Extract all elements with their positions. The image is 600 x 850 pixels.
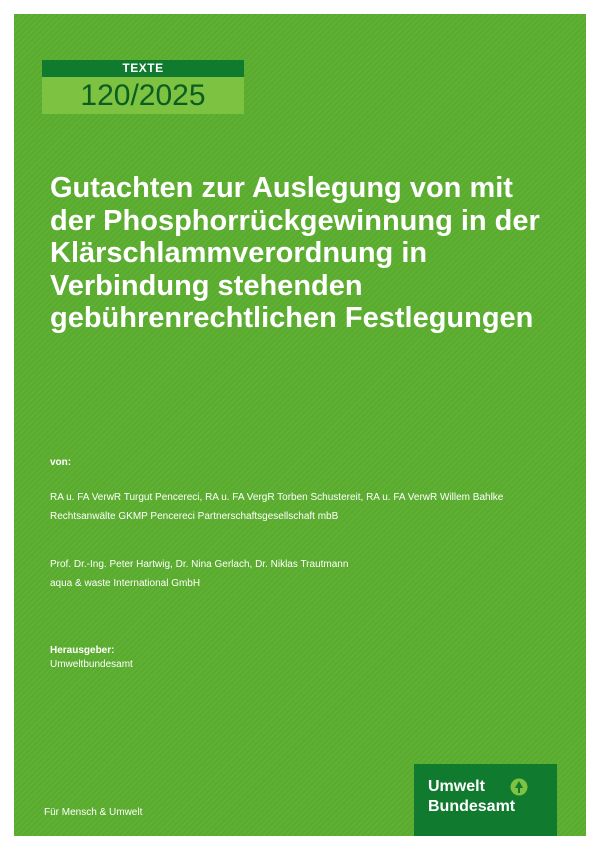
publisher-block — [50, 644, 550, 672]
series-box — [42, 60, 244, 114]
publisher-heading: Herausgeber: — [50, 645, 115, 656]
authors-heading: von: — [50, 457, 72, 468]
uba-logo — [414, 764, 557, 836]
authors-group-2-org: aqua & waste International GmbH — [50, 578, 201, 589]
footer-slogan: Für Mensch & Umwelt — [44, 807, 143, 818]
authors-group-1-org: Rechtsanwälte GKMP Pencereci Partnerschaftsgesellschaft mbB — [50, 511, 339, 522]
document-title: Gutachten zur Auslegung von mit der Phosphorrückgewinnung in der Klärschlammverordnung in Verbindung stehenden gebührenrechtlichen Festlegungen — [50, 172, 540, 334]
series-label: TEXTE — [42, 60, 244, 77]
logo-text — [428, 777, 515, 817]
publisher-name: Umweltbundesamt — [50, 659, 133, 670]
cover — [14, 14, 586, 836]
tree-icon — [510, 778, 528, 796]
authors-group-1-names: RA u. FA VerwR Turgut Pencereci, RA u. FA VergR Torben Schustereit, RA u. FA VerwR Willem Bahlke — [50, 492, 504, 503]
series-number: 120/2025 — [42, 77, 244, 114]
authors-group-2-names: Prof. Dr.-Ing. Peter Hartwig, Dr. Nina Gerlach, Dr. Niklas Trautmann — [50, 559, 349, 570]
authors-group-2 — [50, 558, 550, 591]
authors-heading-block — [50, 456, 550, 470]
logo-line-2: Bundesamt — [428, 798, 516, 815]
logo-line-1: Umwelt — [428, 778, 485, 795]
authors-group-1 — [50, 491, 550, 524]
